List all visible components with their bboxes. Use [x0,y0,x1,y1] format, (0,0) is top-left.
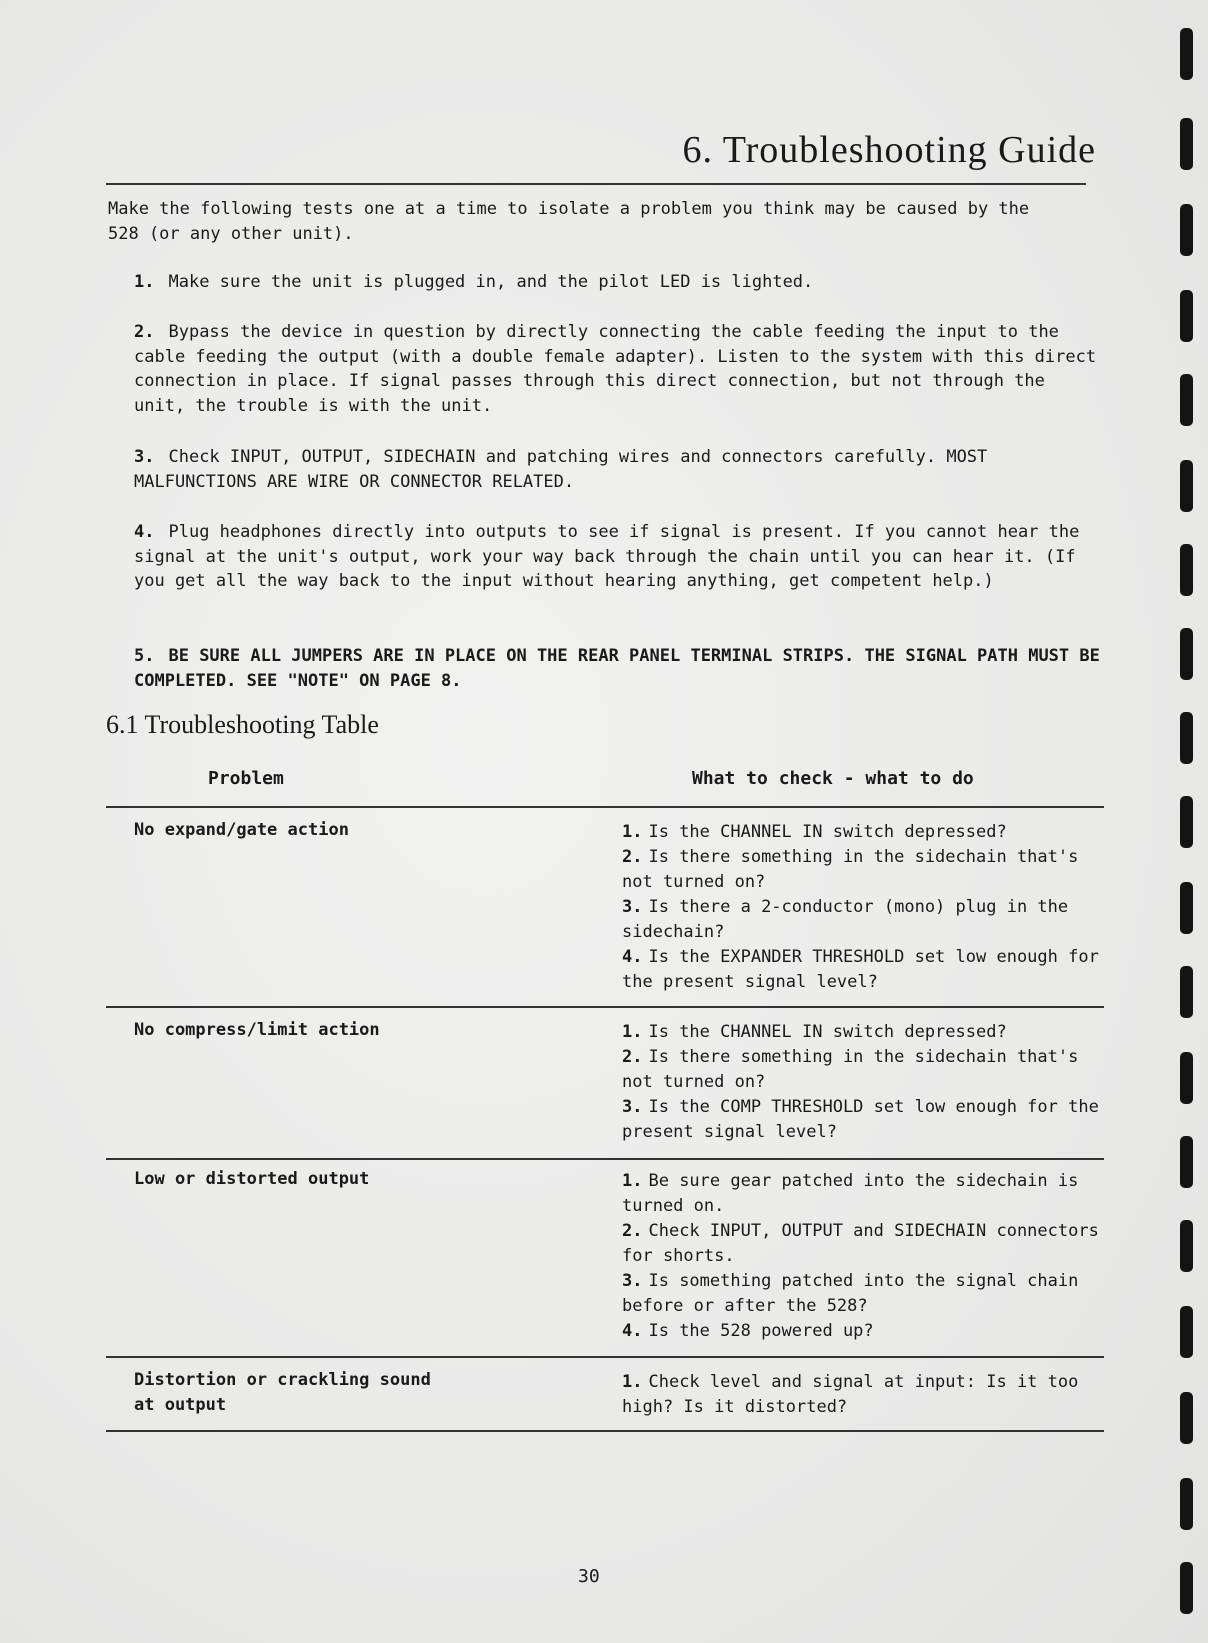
check-item: 3. Is the COMP THRESHOLD set low enough for the present signal level? [622,1097,1099,1142]
table-row-checks [622,1020,1102,1145]
table-row-problem: Distortion or crackling sound at output [134,1370,431,1415]
check-item: 1. Is the CHANNEL IN switch depressed? [622,1022,1007,1042]
table-row-rule [106,1158,1104,1160]
step-text: Check INPUT, OUTPUT, SIDECHAIN and patching wires and connectors carefully. MOST MALFUNCTIONS ARE WIRE OR CONNECTOR RELATED. [134,447,988,492]
table-row-problem: Low or distorted output [134,1169,370,1189]
table-row-checks [622,1370,1102,1420]
step-4 [134,520,1106,594]
step-text: BE SURE ALL JUMPERS ARE IN PLACE ON THE REAR PANEL TERMINAL STRIPS. THE SIGNAL PATH MUST BE COMPLETED. SEE "NOTE" ON PAGE 8. [134,646,1100,691]
table-row-problem: No compress/limit action [134,1020,380,1040]
check-item: 1. Check level and signal at input: Is it too high? Is it distorted? [622,1372,1079,1417]
check-item: 4. Is the EXPANDER THRESHOLD set low enough for the present signal level? [622,947,1099,992]
check-item: 3. Is something patched into the signal chain before or after the 528? [622,1271,1079,1316]
step-3 [134,445,1106,494]
check-item: 2. Check INPUT, OUTPUT and SIDECHAIN connectors for shorts. [622,1221,1099,1266]
step-number: 2. [134,322,155,342]
table-bottom-rule [106,1430,1104,1432]
step-1 [134,270,1106,295]
check-item: 2. Is there something in the sidechain that's not turned on? [622,847,1079,892]
step-text: Make sure the unit is plugged in, and the pilot LED is lighted. [168,272,814,292]
step-number: 3. [134,447,155,467]
column-header-problem: Problem [208,768,284,789]
step-text: Plug headphones directly into outputs to see if signal is present. If you cannot hear the signal at the unit's output, work your way back through the chain until you can hear it. (If you get all the way back to the input without hearing anything, get competent help.) [134,522,1080,591]
check-item: 1. Be sure gear patched into the sidechain is turned on. [622,1171,1079,1216]
step-text: Bypass the device in question by directly connecting the cable feeding the input to the cable feeding the output (with a double female adapter). Listen to the system with this direct connection in place. If signal passes through this direct connection, but not through the unit, the trouble is with the unit. [134,322,1097,416]
check-item: 2. Is there something in the sidechain that's not turned on? [622,1047,1079,1092]
table-row-rule [106,1356,1104,1358]
step-number: 5. [134,646,155,666]
check-item: 3. Is there a 2-conductor (mono) plug in the sidechain? [622,897,1069,942]
intro-text: Make the following tests one at a time to isolate a problem you think may be caused by the 528 (or any other unit). [108,199,1030,244]
check-item: 4. Is the 528 powered up? [622,1321,874,1341]
table-row-checks [622,1169,1102,1344]
step-5 [134,644,1106,693]
table-row-checks [622,820,1102,995]
page-number: 30 [578,1566,600,1587]
step-2 [134,320,1106,418]
step-number: 1. [134,272,155,292]
section-title: 6.1 Troubleshooting Table [106,710,379,739]
title-rule [106,183,1086,185]
table-header-rule [106,806,1104,808]
page-title: 6. Troubleshooting Guide [682,129,1096,171]
check-item: 1. Is the CHANNEL IN switch depressed? [622,822,1007,842]
spiral-binding [1168,0,1198,1643]
step-number: 4. [134,522,155,542]
table-row-problem: No expand/gate action [134,820,349,840]
column-header-check: What to check - what to do [692,768,974,789]
table-row-rule [106,1006,1104,1008]
